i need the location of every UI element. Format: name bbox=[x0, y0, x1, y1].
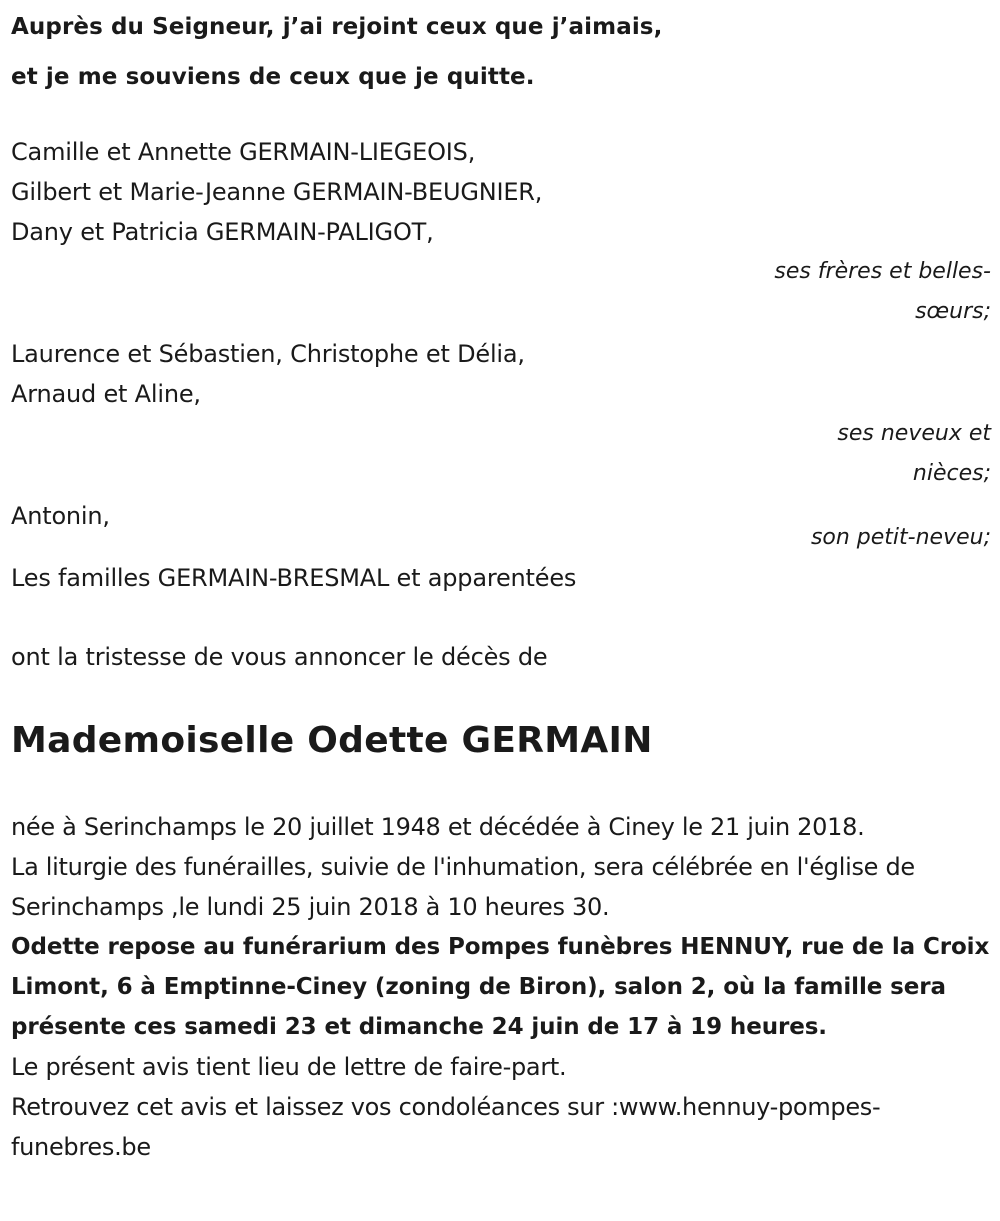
birth-death-line: née à Serinchamps le 20 juillet 1948 et décédée à Ciney le 21 juin 2018. bbox=[11, 813, 865, 841]
liturgy-paragraph: La liturgie des funérailles, suivie de l'inhumation, sera célébrée en l'église de Serinchamps ,le lundi 25 juin 2018 à 10 heures 30. bbox=[11, 853, 915, 921]
nephews-relation: ses neveux et nièces; bbox=[837, 421, 991, 486]
siblings-section bbox=[11, 132, 991, 332]
intro-line-1: Auprès du Seigneur, j’ai rejoint ceux que j’aimais, bbox=[11, 14, 663, 40]
sibling-name: Gilbert et Marie-Jeanne GERMAIN-BEUGNIER, bbox=[11, 178, 543, 206]
grandnephew-section bbox=[11, 496, 991, 558]
families-line: Les familles GERMAIN-BRESMAL et apparentées bbox=[11, 564, 577, 592]
siblings-relation: ses frères et belles-sœurs; bbox=[774, 259, 991, 324]
grandnephew-relation: son petit-neveu; bbox=[810, 525, 991, 550]
nephew-name: Arnaud et Aline, bbox=[11, 380, 201, 408]
announcement-line: ont la tristesse de vous annoncer le décès de bbox=[11, 643, 548, 671]
intro-line-2: et je me souviens de ceux que je quitte. bbox=[11, 64, 535, 90]
condolences-line: Retrouvez cet avis et laissez vos condoléances sur :www.hennuy-pompes-funebres.be bbox=[11, 1093, 881, 1161]
visitation-paragraph: Odette repose au funérarium des Pompes funèbres HENNUY, rue de la Croix Limont, 6 à Emptinne-Ciney (zoning de Biron), salon 2, où la famille sera présente ces samedi 23 et dimanche 24 juin de 17 à 19 heures. bbox=[11, 934, 990, 1040]
sibling-name: Dany et Patricia GERMAIN-PALIGOT, bbox=[11, 218, 434, 246]
intro-verse bbox=[11, 2, 991, 102]
nephew-name: Laurence et Sébastien, Christophe et Délia, bbox=[11, 340, 525, 368]
nephews-section bbox=[11, 334, 991, 494]
obituary-notice bbox=[11, 0, 991, 1167]
sibling-name: Camille et Annette GERMAIN-LIEGEOIS, bbox=[11, 138, 476, 166]
notice-line: Le présent avis tient lieu de lettre de faire-part. bbox=[11, 1053, 567, 1081]
deceased-name: Mademoiselle Odette GERMAIN bbox=[11, 720, 653, 761]
grandnephew-name: Antonin, bbox=[11, 502, 110, 530]
